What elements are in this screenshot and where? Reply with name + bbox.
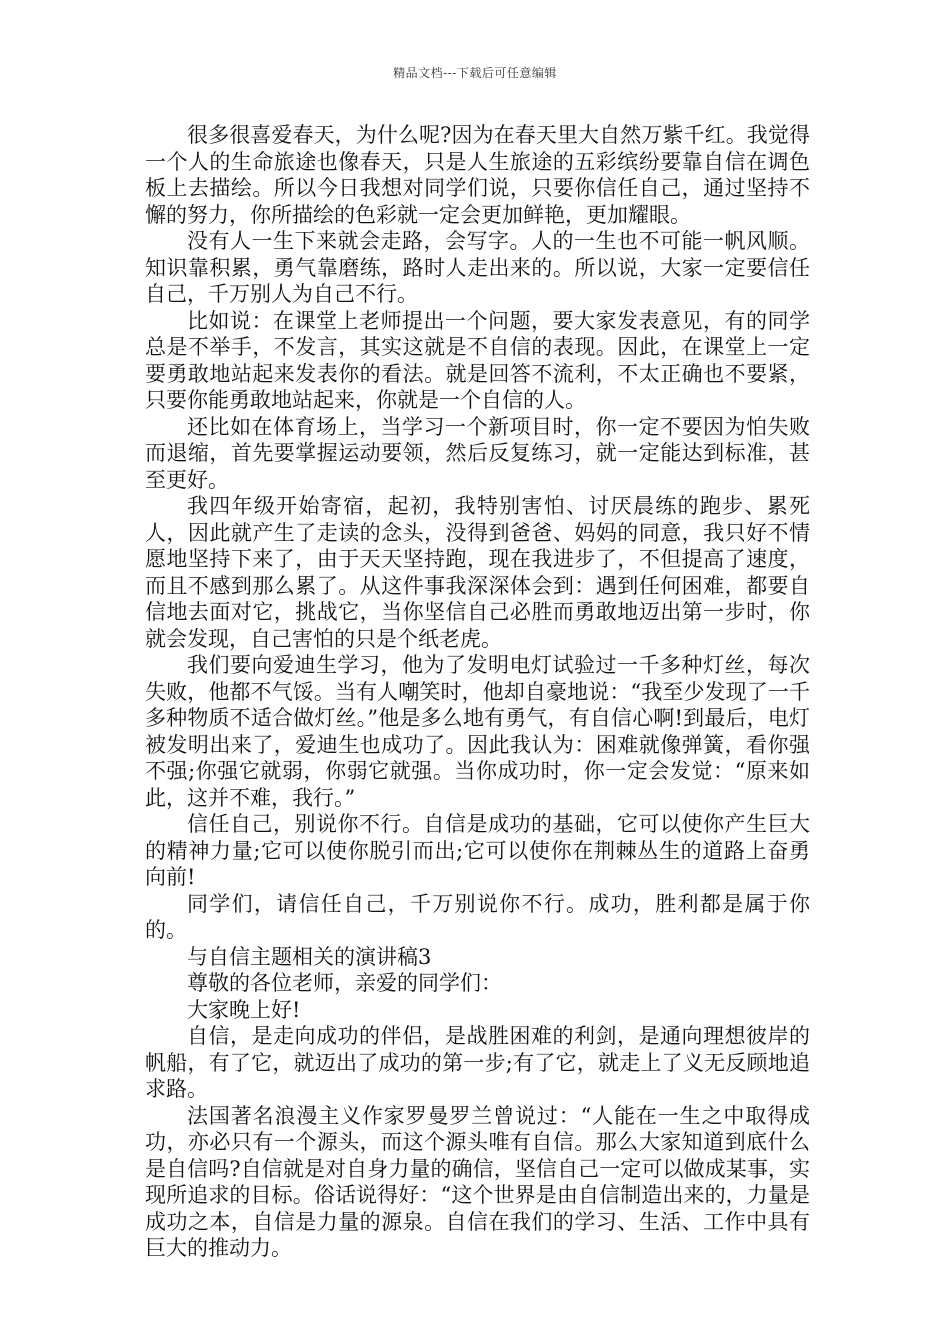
salutation: 尊敬的各位老师，亲爱的同学们： [187, 971, 502, 995]
document-body [145, 122, 810, 1262]
paragraph-7: 信任自己，别说你不行。自信是成功的基础，它可以使你产生巨大的精神力量;它可以使你脱引而出;它可以使你在荆棘丛生的道路上奋勇向前! [145, 812, 810, 889]
paragraph-8: 同学们，请信任自己，千万别说你不行。成功，胜利都是属于你的。 [145, 891, 810, 942]
paragraph-12: 自信，是走向成功的伴侣，是战胜困难的利剑，是通向理想彼岸的帆船，有了它，就迈出了成功的第一步;有了它，就走上了义无反顾地追求路。 [145, 1024, 810, 1101]
paragraph-6: 我们要向爱迪生学习，他为了发明电灯试验过一千多种灯丝，每次失败，他都不气馁。当有人嘲笑时，他却自豪地说：“我至少发现了一千多种物质不适合做灯丝。”他是多么地有勇气，有自信心啊!到最后，电灯被发明出来了，爱迪生也成功了。因此我认为：困难就像弹簧，看你强不强;你强它就弱，你弱它就强。当你成功时，你一定会发觉：“原来如此，这并不难，我行。” [145, 653, 810, 810]
greeting: 大家晚上好! [187, 997, 301, 1022]
paragraph-2: 没有人一生下来就会走路，会写字。人的一生也不可能一帆风顺。知识靠积累，勇气靠磨练，路时人走出来的。所以说，大家一定要信任自己，千万别人为自己不行。 [145, 229, 810, 306]
page-header: 精品文档---下载后可任意编辑 [393, 66, 557, 80]
paragraph-1: 很多很喜爱春天，为什么呢?因为在春天里大自然万紫千红。我觉得一个人的生命旅途也像春天，只是人生旅途的五彩缤纷要靠自信在调色板上去描绘。所以今日我想对同学们说，只要你信任自己，通过坚持不懈的努力，你所描绘的色彩就一定会更加鲜艳，更加耀眼。 [145, 123, 810, 227]
paragraph-4: 还比如在体育场上，当学习一个新项目时，你一定不要因为怕失败而退缩，首先要掌握运动要领，然后反复练习，就一定能达到标准，甚至更好。 [145, 414, 810, 492]
speech-title: 与自信主题相关的演讲稿3 [187, 944, 432, 969]
paragraph-13: 法国著名浪漫主义作家罗曼罗兰曾说过：“人能在一生之中取得成功，亦必只有一个源头，而这个源头唯有自信。那么大家知道到底什么是自信吗?自信就是对自身力量的确信，坚信自己一定可以做成某事，实现所追求的目标。俗话说得好：“这个世界是由自信制造出来的，力量是成功之本，自信是力量的源泉。自信在我们的学习、生活、工作中具有巨大的推动力。 [145, 1103, 810, 1260]
paragraph-3: 比如说：在课堂上老师提出一个问题，要大家发表意见，有的同学总是不举手，不发言，其实这就是不自信的表现。因此，在课堂上一定要勇敢地站起来发表你的看法。就是回答不流利，不太正确也不要紧，只要你能勇敢地站起来，你就是一个自信的人。 [145, 308, 810, 412]
paragraph-5: 我四年级开始寄宿，起初，我特别害怕、讨厌晨练的跑步、累死人，因此就产生了走读的念头，没得到爸爸、妈妈的同意，我只好不情愿地坚持下来了，由于天天坚持跑，现在我进步了，不但提高了速度，而且不感到那么累了。从这件事我深深体会到：遇到任何困难，都要自信地去面对它，挑战它，当你坚信自己必胜而勇敢地迈出第一步时，你就会发现，自己害怕的只是个纸老虎。 [145, 494, 810, 651]
